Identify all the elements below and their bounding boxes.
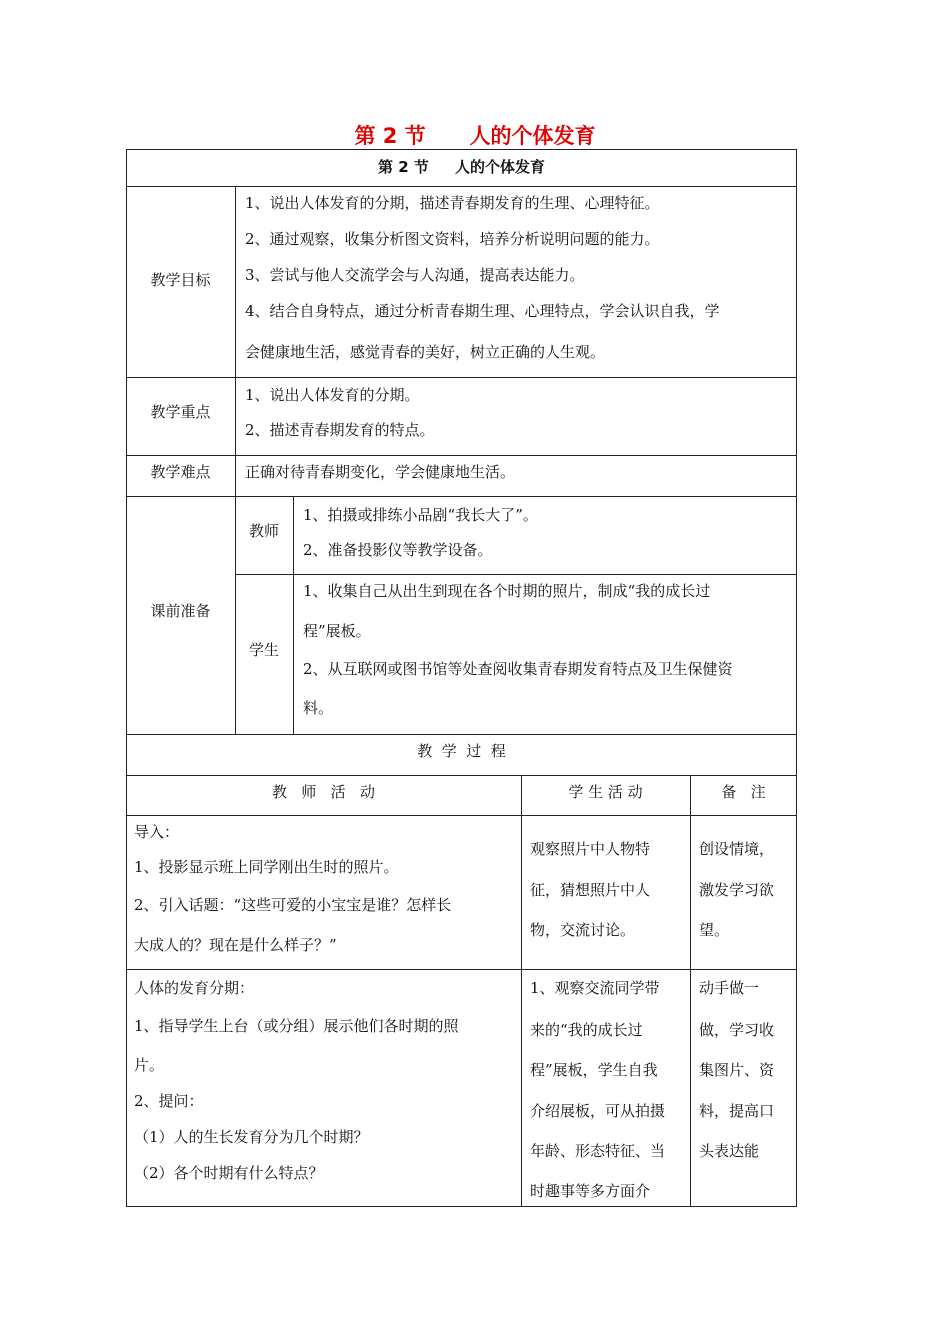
process-header: 教 学 过 程 [417, 742, 506, 760]
table-rule [126, 775, 797, 776]
table-rule [126, 969, 797, 970]
table-rule [126, 496, 797, 497]
table-rule [521, 775, 522, 1207]
teacher-activity-line: 2、引入话题：“这些可爱的小宝宝是谁？怎样长 [134, 896, 452, 914]
table-rule [293, 496, 294, 734]
student-prep-line: 2、从互联网或图书馆等处查阅收集青春期发育特点及卫生保健资 [303, 660, 733, 678]
student-prep-label: 学生 [248, 641, 279, 659]
teacher-activity-header: 教 师 活 动 [272, 783, 375, 801]
student-activity-header: 学 生 活 动 [568, 783, 643, 801]
objective-line: 3、尝试与他人交流学会与人沟通，提高表达能力。 [245, 266, 585, 284]
note-line: 集图片、资 [699, 1061, 775, 1079]
note-line: 头表达能 [699, 1142, 760, 1160]
student-activity-line: 观察照片中人物特 [530, 840, 651, 858]
key-point-line: 2、描述青春期发育的特点。 [245, 421, 435, 439]
teacher-activity-line: 大成人的？现在是什么样子？” [134, 936, 337, 954]
teacher-prep-line: 1、拍摄或排练小品剧“我长大了”。 [303, 506, 538, 524]
page-title: 第 2 节 人的个体发育 [354, 124, 596, 148]
student-activity-line: 来的“我的成长过 [530, 1021, 643, 1039]
teacher-activity-line: 1、投影显示班上同学刚出生时的照片。 [134, 858, 399, 876]
note-line: 做，学习收 [699, 1021, 775, 1039]
preparation-label: 课前准备 [150, 602, 211, 620]
note-line: 料，提高口 [699, 1102, 775, 1120]
student-prep-line: 程”展板。 [303, 622, 371, 640]
objective-line: 4、结合自身特点，通过分析青春期生理、心理特点，学会认识自我，学 [245, 302, 720, 320]
student-activity-line: 物，交流讨论。 [530, 921, 636, 939]
student-activity-line: 程”展板，学生自我 [530, 1061, 658, 1079]
teacher-activity-line: 片。 [134, 1056, 165, 1074]
table-rule [126, 186, 797, 187]
notes-header: 备 注 [721, 783, 766, 801]
key-point-line: 1、说出人体发育的分期。 [245, 386, 420, 404]
note-line: 望。 [699, 921, 730, 939]
table-rule [126, 734, 797, 735]
objective-line: 会健康地生活，感觉青春的美好，树立正确的人生观。 [245, 343, 606, 361]
difficulties-text: 正确对待青春期变化，学会健康地生活。 [245, 463, 516, 481]
teacher-activity-line: 1、指导学生上台（或分组）展示他们各时期的照 [134, 1017, 459, 1035]
objective-line: 1、说出人体发育的分期，描述青春期发育的生理、心理特征。 [245, 194, 660, 212]
table-rule [235, 574, 797, 575]
note-line: 创设情境， [699, 840, 775, 858]
teacher-activity-line: （1）人的生长发育分为几个时期？ [134, 1128, 369, 1146]
teacher-prep-line: 2、准备投影仪等教学设备。 [303, 541, 493, 559]
student-prep-line: 1、收集自己从出生到现在各个时期的照片，制成“我的成长过 [303, 582, 711, 600]
table-title: 第 2 节 人的个体发育 [378, 158, 545, 176]
objective-line: 2、通过观察，收集分析图文资料，培养分析说明问题的能力。 [245, 230, 660, 248]
student-activity-line: 征，猜想照片中人 [530, 881, 651, 899]
table-rule [126, 815, 797, 816]
teacher-activity-line: 2、提问： [134, 1092, 204, 1110]
teacher-activity-line: （2）各个时期有什么特点？ [134, 1164, 324, 1182]
table-rule [126, 377, 797, 378]
difficulties-label: 教学难点 [150, 463, 211, 481]
student-activity-line: 时趣事等多方面介 [530, 1182, 651, 1200]
table-rule [126, 455, 797, 456]
student-activity-line: 年龄、形态特征、当 [530, 1142, 666, 1160]
note-line: 动手做一 [699, 979, 760, 997]
teacher-activity-line: 人体的发育分期： [134, 979, 255, 997]
teacher-activity-line: 导入： [134, 823, 180, 841]
objectives-label: 教学目标 [150, 271, 211, 289]
note-line: 激发学习欲 [699, 881, 775, 899]
student-activity-line: 介绍展板，可从拍摄 [530, 1102, 666, 1120]
teacher-prep-label: 教师 [248, 522, 279, 540]
student-activity-line: 1、观察交流同学带 [530, 979, 660, 997]
student-prep-line: 料。 [303, 699, 334, 717]
table-rule [690, 775, 691, 1207]
key-points-label: 教学重点 [150, 403, 211, 421]
